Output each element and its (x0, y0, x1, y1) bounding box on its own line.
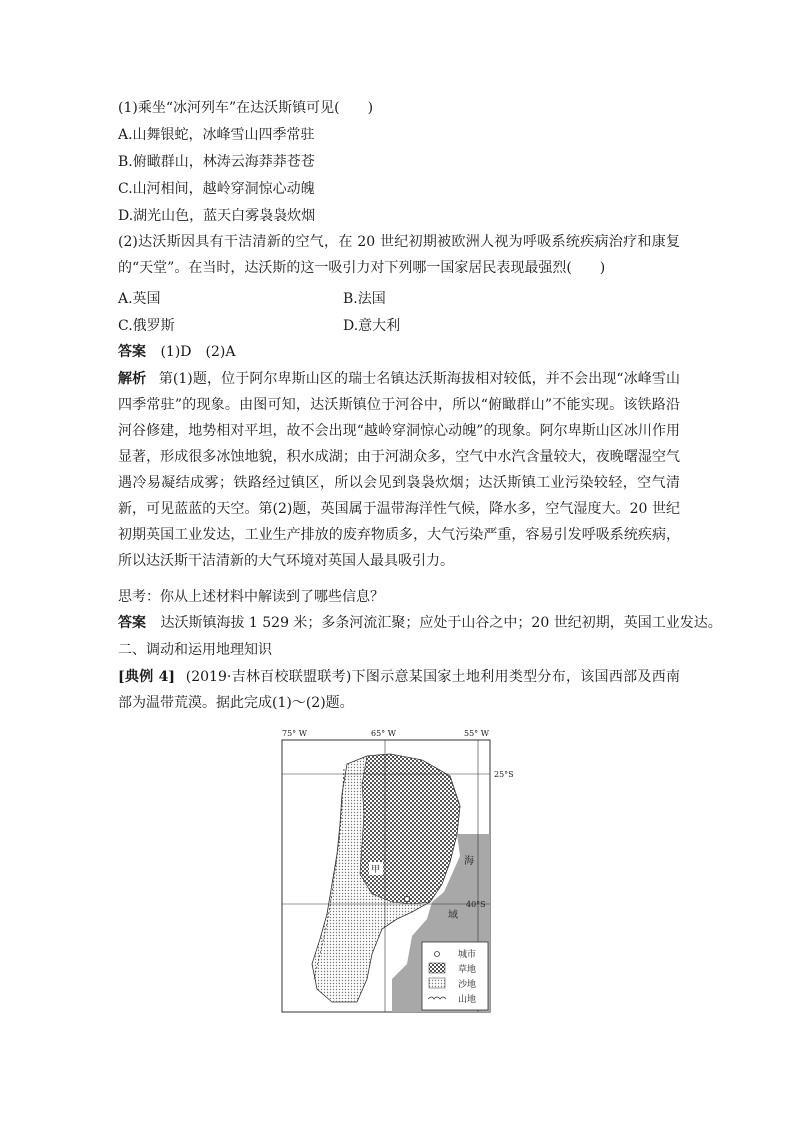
legend-label-city: 城市 (458, 950, 477, 960)
land-use-map (272, 724, 514, 1014)
lat-label-40s: 40°S (466, 900, 486, 909)
lon-label-75w: 75° W (282, 729, 307, 738)
q1-option-a: A.山舞银蛇，冰峰雪山四季常驻 (118, 127, 315, 143)
analysis-label: 解析 (118, 371, 147, 387)
sand-pattern-icon (429, 978, 445, 988)
region-label: 甲 (371, 865, 381, 875)
example-label: [典例 4] (118, 669, 176, 685)
answer-2-label: 答案 (118, 615, 146, 631)
section-heading: 二、调动和运用地理知识 (118, 642, 272, 658)
land-use-map-svg (272, 724, 514, 1014)
q2-option-a: A.英国 (118, 291, 161, 307)
example-text: (2019·吉林百校联盟联考)下图示意某国家土地利用类型分布，该国西部及西南部为温带荒漠。据此完成(1)～(2)题。 (118, 669, 680, 711)
answer-1-label: 答案 (118, 344, 146, 360)
q1-option-c: C.山河相间，越岭穿洞惊心动魄 (118, 181, 315, 197)
answer-1-text: (1)D (2)A (160, 344, 236, 360)
city-marker (405, 897, 410, 902)
q1-option-b: B.俯瞰群山，林涛云海莽莽苍苍 (118, 154, 315, 170)
lon-label-55w: 55° W (464, 729, 489, 738)
answer-2-text: 达沃斯镇海拔 1 529 米；多条河流汇聚；应处于山谷之中；20 世纪初期，英国工业发达。 (160, 615, 722, 631)
q2-option-b: B.法国 (343, 291, 386, 307)
lat-label-25s: 25°S (494, 770, 514, 779)
sea-label-1: 海 (464, 856, 474, 867)
legend-label-mountain: 山地 (458, 995, 477, 1005)
answer-1 (118, 342, 235, 362)
analysis-text: 第(1)题，位于阿尔卑斯山区的瑞士名镇达沃斯海拔相对较低，并不会出现“冰峰雪山四季常驻”的现象。由图可知，达沃斯镇位于河谷中，所以“俯瞰群山”不能实现。该铁路沿河谷修建，地势相对平坦，故不会出现“越岭穿洞惊心动魄”的现象。阿尔卑斯山区冰川作用显著，形成很多冰蚀地貌，积水成湖；由于河湖众多，空气中水汽含量较大，夜晚曙湿空气遇冷易凝结成雾；铁路经过镇区，所以会见到袅袅炊烟；达沃斯镇工业污染较轻，空气清新，可见蓝蓝的天空。第(2)题，英国属于温带海洋性气候，降水多，空气湿度大。20 世纪初期英国工业发达，工业生产排放的废弃物质多，大气污染严重，容易引发呼吸系统疾病，所以达沃斯干洁清新的大气环境对英国人最具吸引力。 (118, 371, 680, 569)
city-dot-icon (435, 952, 440, 957)
lon-label-65w: 65° W (371, 729, 396, 738)
answer-2 (118, 613, 722, 633)
sea-label-2: 域 (448, 910, 458, 921)
q1-stem: (1)乘坐“冰河列车”在达沃斯镇可见( ) (118, 100, 374, 116)
q2-option-c: C.俄罗斯 (118, 318, 175, 334)
legend-label-sand: 沙地 (458, 980, 477, 990)
q1-option-d: D.湖光山色，蓝天白雾袅袅炊烟 (118, 208, 316, 224)
think-question: 思考：你从上述材料中解读到了哪些信息？ (118, 589, 384, 605)
q2-stem: (2)达沃斯因具有干洁清新的空气，在 20 世纪初期被欧洲人视为呼吸系统疾病治疗和康复的“天堂”。在当时，达沃斯的这一吸引力对下列哪一国家居民表现最强烈( ) (118, 234, 680, 276)
analysis-paragraph (118, 366, 680, 574)
grassland-pattern-icon (429, 963, 445, 973)
example-paragraph (118, 664, 680, 716)
q2-option-d: D.意大利 (343, 318, 401, 334)
legend-label-grass: 草地 (458, 965, 477, 975)
legend-box (422, 942, 488, 1010)
